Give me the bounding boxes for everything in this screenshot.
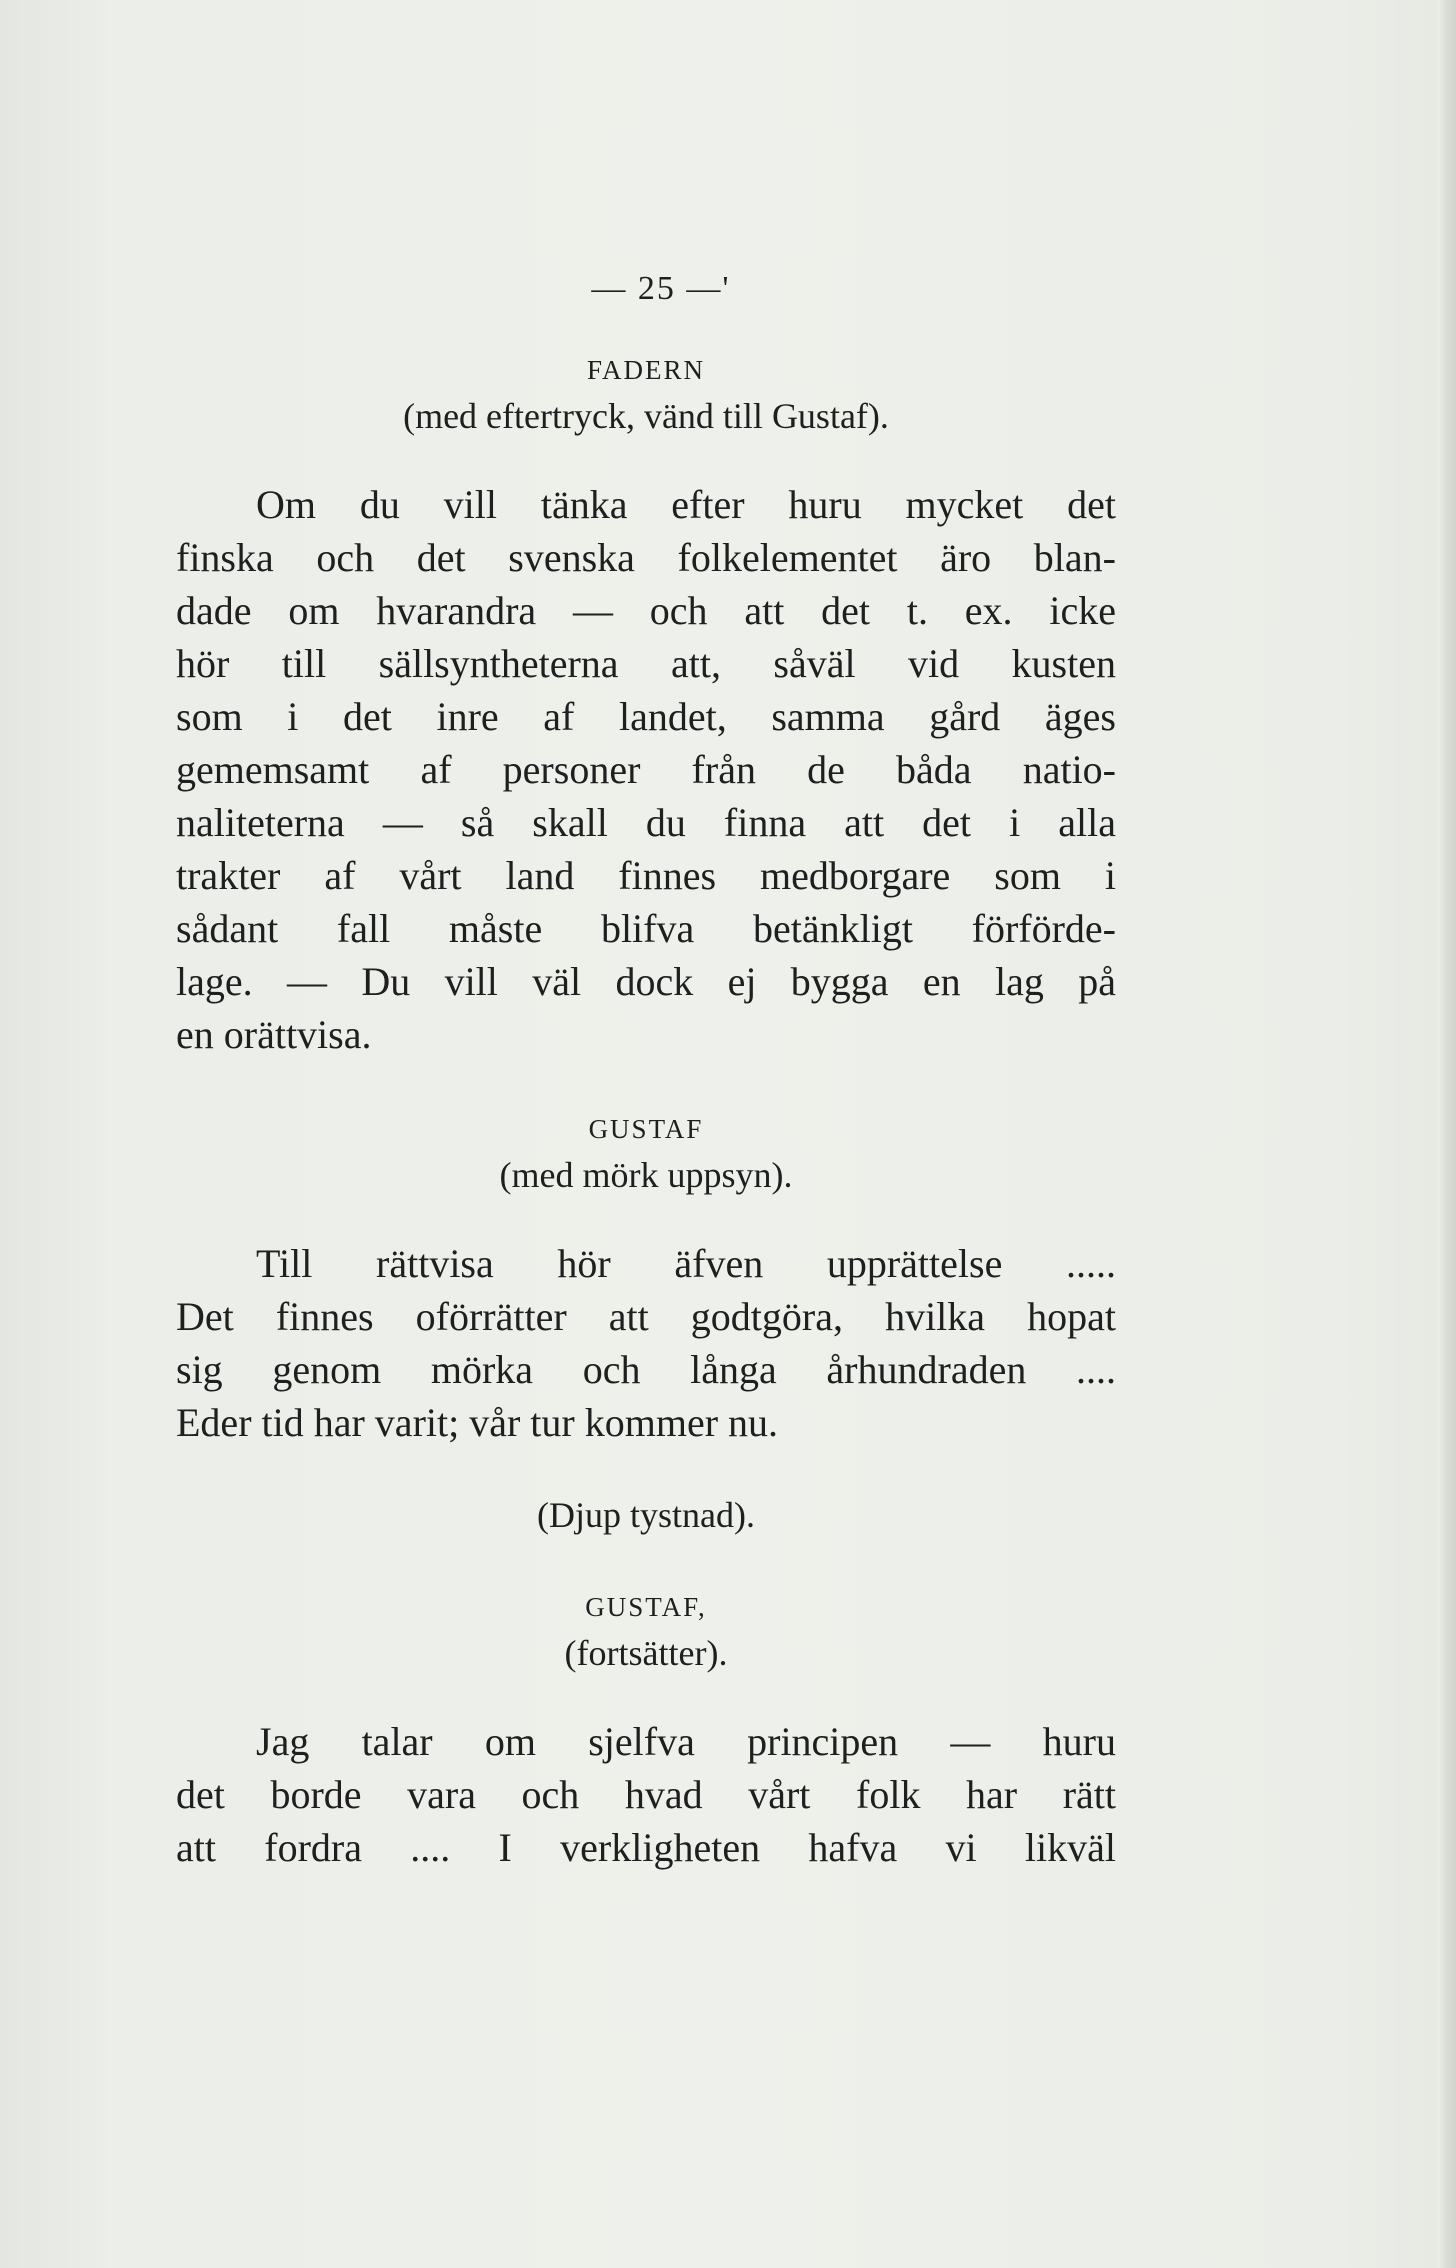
speech-line: sådant fall måste blifva betänkligt förförde- bbox=[176, 906, 1116, 951]
speech-line: hör till sällsyntheterna att, såväl vid kusten bbox=[176, 641, 1116, 686]
speech-line: Det finnes oförrätter att godtgöra, hvilka hopat bbox=[176, 1294, 1116, 1339]
stage-direction-silence: (Djup tystnad). bbox=[537, 1495, 755, 1535]
speech-line: att fordra .... I verkligheten hafva vi likväl bbox=[176, 1825, 1116, 1870]
speech-line: Eder tid har varit; vår tur kommer nu. bbox=[176, 1400, 779, 1445]
speech-gustaf bbox=[176, 1237, 1116, 1449]
speech-gustaf-continues bbox=[176, 1715, 1116, 1874]
speech-line: en orättvisa. bbox=[176, 1012, 372, 1057]
stage-direction-gustaf-continues: (fortsätter). bbox=[564, 1633, 728, 1673]
speech-line: Till rättvisa hör äfven upprättelse ..... bbox=[256, 1241, 1116, 1286]
page-edge bbox=[1438, 0, 1456, 2268]
stage-direction-fadern: (med eftertryck, vänd till Gustaf). bbox=[403, 396, 889, 436]
speech-line: finska och det svenska folkelementet äro blan- bbox=[176, 535, 1116, 580]
speaker-fadern: FADERN bbox=[586, 355, 705, 385]
stage-direction-gustaf: (med mörk uppsyn). bbox=[499, 1155, 793, 1195]
speech-line: dade om hvarandra — och att det t. ex. icke bbox=[176, 588, 1116, 633]
speech-fadern bbox=[176, 478, 1116, 1061]
speaker-gustaf: GUSTAF bbox=[588, 1114, 704, 1144]
text-block bbox=[176, 270, 1116, 1874]
speech-line: sig genom mörka och långa århundraden .... bbox=[176, 1347, 1116, 1392]
speech-line: gememsamt af personer från de båda natio- bbox=[176, 747, 1116, 792]
speech-line: Jag talar om sjelfva principen — huru bbox=[256, 1719, 1116, 1764]
speech-line: det borde vara och hvad vårt folk har rätt bbox=[176, 1772, 1116, 1817]
speech-line: trakter af vårt land finnes medborgare som i bbox=[176, 853, 1116, 898]
speech-line: som i det inre af landet, samma gård äges bbox=[176, 694, 1116, 739]
speech-line: Om du vill tänka efter huru mycket det bbox=[256, 482, 1116, 527]
page-number: — 25 —' bbox=[591, 270, 731, 307]
speech-line: naliteterna — så skall du finna att det i alla bbox=[176, 800, 1116, 845]
speaker-gustaf-continues: GUSTAF, bbox=[585, 1592, 707, 1622]
speech-line: lage. — Du vill väl dock ej bygga en lag på bbox=[176, 959, 1116, 1004]
